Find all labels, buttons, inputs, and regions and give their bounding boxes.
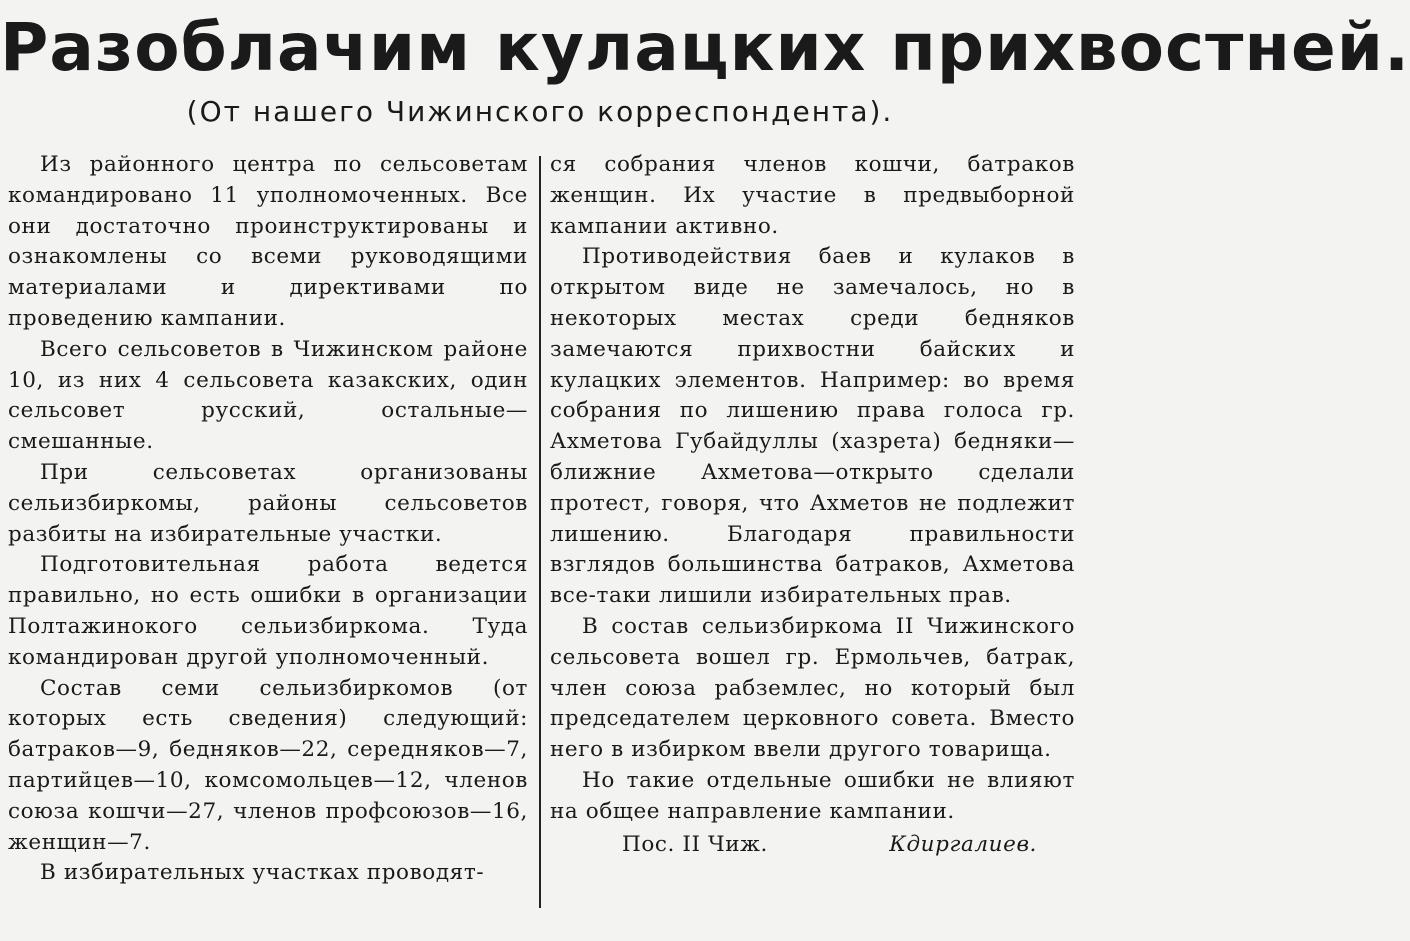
paragraph-continuation: ся собрания членов кошчи, батраков женщин. Их участие в предвыборной кампании активно. [550,152,1075,239]
paragraph: Противодействия баев и кулаков в открытом виде не замечалось, но в некоторых местах среди бедняков замечаются прихвостни байских и кулацких элементов. Например: во время собрания по лишению права голоса гр. Ахметова Губайдуллы (хазрета) бедняки—ближние Ахметова—открыто сделали протест, говоря, что Ахметов не подлежит лишению. Благодаря правильности взглядов большинства батраков, Ахметова все-таки лишили избирательных прав. [550,244,1075,609]
paragraph: В состав сельизбиркома II Чижинского сельсовета вошел гр. Ермольчев, батрак, член союза рабземлес, но который был председателем церковного совета. Вместо него в избирком ввели другого товарища. [550,613,1075,763]
signature-place: Пос. II Чиж. [622,831,768,857]
article-signature [550,830,1075,861]
article-headline: Разоблачим кулацких прихвостней. [0,9,1410,86]
article-column-right [550,150,1075,860]
column-divider [539,156,541,908]
signature-author: Кдиргалиев. [889,831,1037,857]
paragraph: Но такие отдельные ошибки не влияют на общее направление кампании. [550,767,1075,824]
paragraph: При сельсоветах организованы сельизбиркомы, районы сельсоветов разбиты на избирательные участки. [8,459,528,547]
paragraph: Подготовительная работа ведется правильно, но есть ошибки в организации Полтажинокого сельизбиркома. Туда командирован другой уполномоченный. [8,552,528,670]
article-subheadline: (От нашего Чижинского корреспондента). [186,95,894,128]
paragraph: Из районного центра по сельсоветам командировано 11 уполномоченных. Все они достаточно проинструктированы и ознакомлены со всеми руководящими материалами и директивами по проведению кампании. [8,152,528,331]
paragraph: Состав семи сельизбиркомов (от которых есть сведения) следующий: батраков—9, бедняков—22, середняков—7, партийцев—10, комсомольцев—12, членов союза кошчи—27, членов профсоюзов—16, женщин—7. [8,675,528,855]
article-column-left [8,150,528,889]
paragraph: В избирательных участках проводят- [40,860,485,886]
paragraph: Всего сельсоветов в Чижинском районе 10, из них 4 сельсовета казакских, один сельсовет русский, остальные—смешанные. [8,336,528,455]
